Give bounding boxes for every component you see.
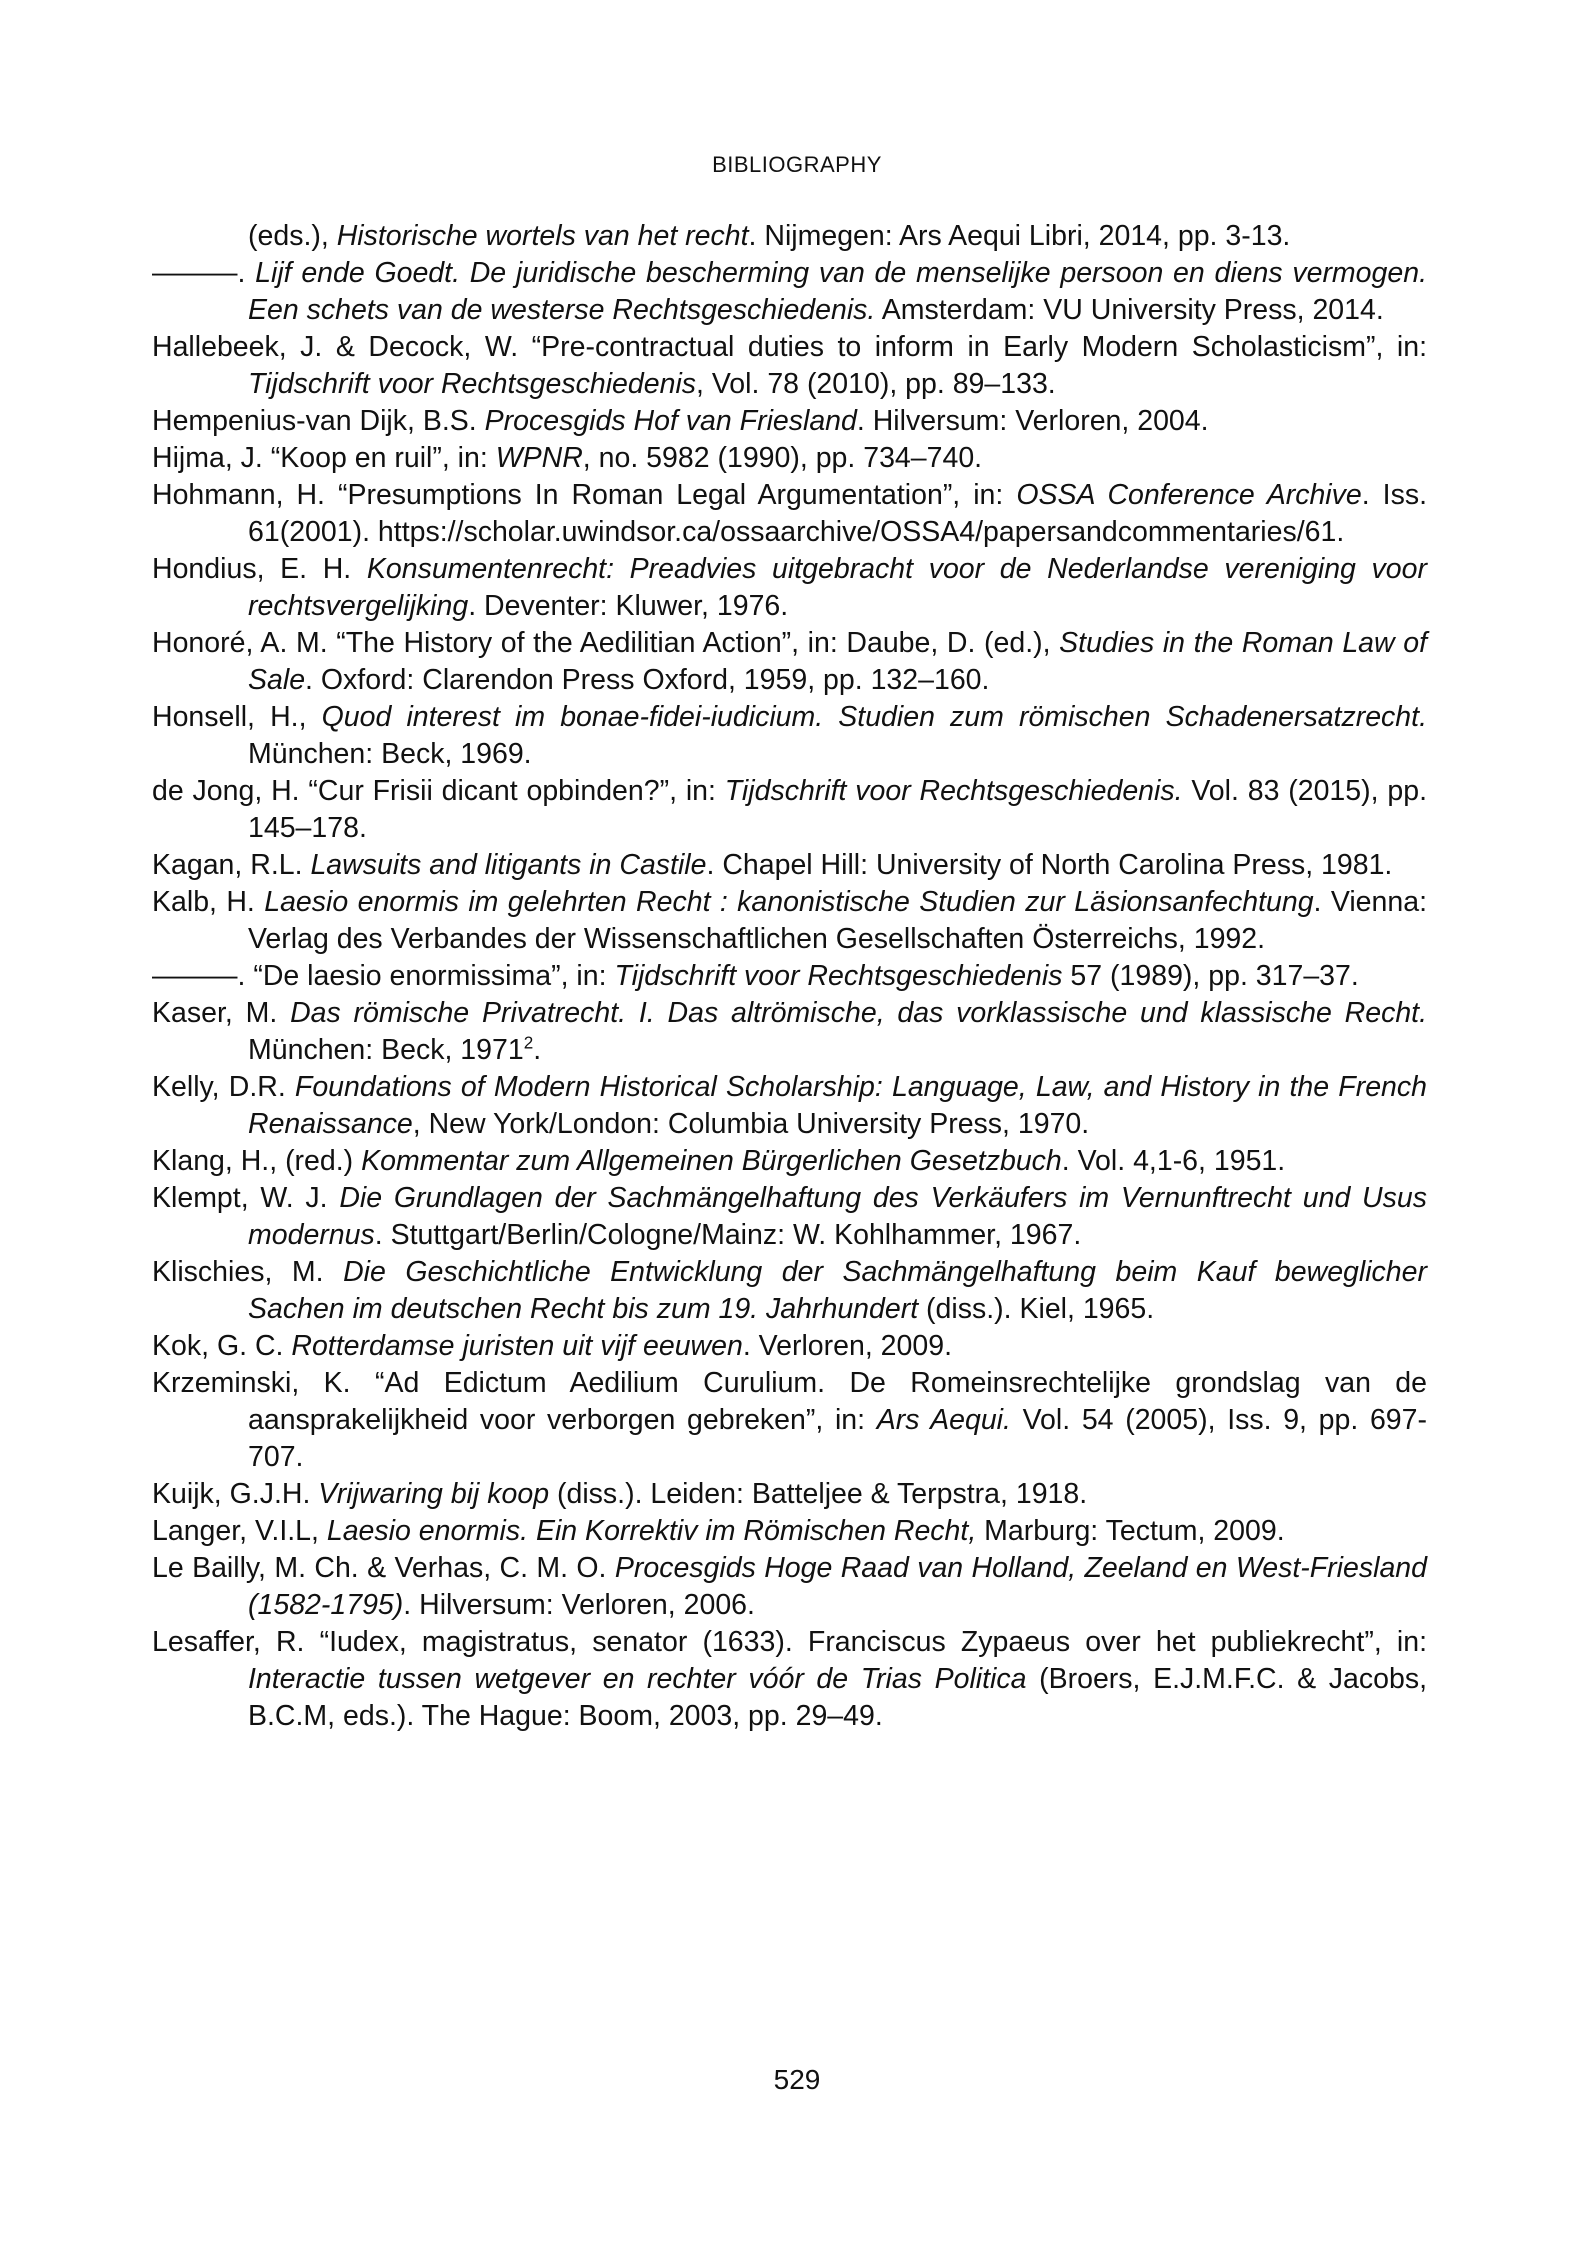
entry-text: Honsell, H., [152, 701, 322, 733]
bibliography-entry [152, 1180, 1427, 1254]
bibliography-entry [152, 1476, 1427, 1513]
entry-text: München: Beck, 1969. [248, 738, 532, 770]
entry-title: Die Geschichtliche Entwicklung der Sachmängelhaftung beim Kauf beweglicher Sachen im deutschen Recht bis zum 19. Jahrhundert [248, 1256, 1427, 1325]
bibliography-entry [152, 1513, 1427, 1550]
entry-title: Historische wortels van het recht [336, 220, 749, 252]
entry-text: Klang, H., (red.) [152, 1145, 362, 1177]
entry-title: Tijdschrift voor Rechtsgeschiedenis. [724, 775, 1183, 807]
entry-text: ———. [152, 257, 256, 289]
entry-text: München: Beck, 1971 [248, 1034, 524, 1066]
entry-text: Le Bailly, M. Ch. & Verhas, C. M. O. [152, 1552, 615, 1584]
entry-text: Amsterdam: VU University Press, 2014. [875, 294, 1384, 326]
entry-title: Quod interest im bonae-fidei-iudicium. Studien zum römischen Schadenersatzrecht. [321, 701, 1427, 733]
bibliography-entry [152, 884, 1427, 958]
entry-title: Konsumentenrecht: Preadvies uitgebracht voor de Nederlandse vereniging voor rechtsvergelijking [248, 553, 1427, 622]
bibliography-entry [152, 1550, 1427, 1624]
entry-title: Laesio enormis. Ein Korrektiv im Römischen Recht, [326, 1515, 977, 1547]
entry-text: Kok, G. C. [152, 1330, 292, 1362]
entry-title: WPNR [495, 442, 583, 474]
entry-text: ———. “De laesio enormissima”, in: [152, 960, 615, 992]
entry-text: . Chapel Hill: University of North Carolina Press, 1981. [706, 849, 1393, 881]
bibliography-entry [152, 625, 1427, 699]
entry-title: Das römische Privatrecht. I. Das altrömische, das vorklassische und klassische Recht. [290, 997, 1428, 1029]
entry-text: . Verloren, 2009. [742, 1330, 952, 1362]
entry-text: Hijma, J. “Koop en ruil”, in: [152, 442, 496, 474]
entry-title: Tijdschrift voor Rechtsgeschiedenis [248, 368, 697, 400]
page-number: 529 [773, 2064, 821, 2095]
entry-text: . Hilversum: Verloren, 2006. [403, 1589, 755, 1621]
entry-title: Die Grundlagen der Sachmängelhaftung des Verkäufers im Vernunftrecht und Usus modernus [248, 1182, 1427, 1251]
entry-title: Interactie tussen wetgever en rechter vóór de Trias Politica [248, 1663, 1027, 1695]
entry-text: Kalb, H. [152, 886, 265, 918]
entry-text: (diss.). Leiden: Batteljee & Terpstra, 1918. [549, 1478, 1088, 1510]
bibliography-entry [152, 958, 1427, 995]
bibliography-entry [152, 440, 1427, 477]
entry-title: Laesio enormis im gelehrten Recht : kanonistische Studien zur Läsionsanfechtung [264, 886, 1314, 918]
entry-text: Kuijk, G.J.H. [152, 1478, 319, 1510]
running-header: BIBLIOGRAPHY [712, 152, 882, 177]
entry-title: Foundations of Modern Historical Scholarship: Language, Law, and History in the French Renaissance [248, 1071, 1427, 1140]
bibliography-list [152, 218, 1427, 1735]
bibliography-entry [152, 1328, 1427, 1365]
bibliography-entry [152, 1624, 1427, 1735]
bibliography-entry [152, 995, 1427, 1069]
entry-text: Kaser, M. [152, 997, 291, 1029]
entry-text: Klempt, W. J. [152, 1182, 340, 1214]
bibliography-entry [152, 1143, 1427, 1180]
bibliography-entry [152, 1069, 1427, 1143]
entry-text: . Vienna: Verlag des Verbandes der Wissenschaftlichen Gesellschaften Österreichs, 1992. [248, 886, 1427, 955]
entry-text: . Vol. 4,1-6, 1951. [1061, 1145, 1286, 1177]
bibliography-entry [152, 218, 1427, 255]
entry-text: Hondius, E. H. [152, 553, 367, 585]
bibliography-entry [152, 329, 1427, 403]
entry-text: Hallebeek, J. & Decock, W. “Pre-contractual duties to inform in Early Modern Scholasticism”, in: [152, 331, 1427, 363]
entry-title: Kommentar zum Allgemeinen Bürgerlichen Gesetzbuch [361, 1145, 1062, 1177]
bibliography-entry [152, 477, 1427, 551]
entry-text: Kelly, D.R. [152, 1071, 295, 1103]
entry-text: . Hilversum: Verloren, 2004. [856, 405, 1209, 437]
entry-text: Hohmann, H. “Presumptions In Roman Legal Argumentation”, in: [152, 479, 1017, 511]
entry-text: . Deventer: Kluwer, 1976. [468, 590, 789, 622]
entry-title: Lawsuits and litigants in Castile [310, 849, 707, 881]
bibliography-entry [152, 773, 1427, 847]
entry-text: Hempenius-van Dijk, B.S. [152, 405, 485, 437]
entry-text: . Nijmegen: Ars Aequi Libri, 2014, pp. 3-13. [748, 220, 1291, 252]
entry-title: Procesgids Hoge Raad van Holland, Zeeland en West-Friesland (1582-1795) [248, 1552, 1427, 1621]
entry-text: Krzeminski, K. “Ad Edictum Aedilium Curulium. De Romeinsrechtelijke grondslag van de aansprakelijkheid voor verborgen gebreken”, in: [152, 1367, 1427, 1436]
bibliography-entry [152, 847, 1427, 884]
bibliography-entry [152, 403, 1427, 440]
bibliography-entry [152, 551, 1427, 625]
entry-text: . Stuttgart/Berlin/Cologne/Mainz: W. Kohlhammer, 1967. [374, 1219, 1082, 1251]
entry-title: Tijdschrift voor Rechtsgeschiedenis [614, 960, 1063, 992]
entry-title: Studies in the Roman Law of Sale [248, 627, 1427, 696]
entry-text: (diss.). Kiel, 1965. [918, 1293, 1155, 1325]
entry-text: Klischies, M. [152, 1256, 344, 1288]
entry-title: Lijf ende Goedt. De juridische bescherming van de menselijke persoon en diens vermogen. Een schets van de westerse Rechtsgeschiedenis. [248, 257, 1427, 326]
entry-title: Vrijwaring bij koop [318, 1478, 550, 1510]
entry-title: Procesgids Hof van Friesland [484, 405, 857, 437]
entry-text: 57 (1989), pp. 317–37. [1062, 960, 1359, 992]
entry-text: Honoré, A. M. “The History of the Aedilitian Action”, in: Daube, D. (ed.), [152, 627, 1060, 659]
entry-text: Lesaffer, R. “Iudex, magistratus, senator (1633). Franciscus Zypaeus over het publiekrecht”, in: [152, 1626, 1427, 1658]
entry-text: . Oxford: Clarendon Press Oxford, 1959, pp. 132–160. [305, 664, 990, 696]
entry-title: Rotterdamse juristen uit vijf eeuwen [291, 1330, 743, 1362]
edition-superscript: 2 [523, 1033, 534, 1053]
bibliography-entry [152, 699, 1427, 773]
entry-text: Marburg: Tectum, 2009. [976, 1515, 1285, 1547]
entry-text: Langer, V.I.L, [152, 1515, 327, 1547]
entry-text: de Jong, H. “Cur Frisii dicant opbinden?”, in: [152, 775, 725, 807]
entry-text: (eds.), [248, 220, 337, 252]
entry-text: (Broers, E.J.M.F.C. & Jacobs, B.C.M, eds.). The Hague: Boom, 2003, pp. 29–49. [248, 1663, 1427, 1732]
entry-text: , New York/London: Columbia University Press, 1970. [412, 1108, 1090, 1140]
bibliography-entry [152, 1365, 1427, 1476]
bibliography-entry [152, 255, 1427, 329]
entry-text: . [533, 1034, 542, 1066]
entry-text: , no. 5982 (1990), pp. 734–740. [582, 442, 983, 474]
entry-title: OSSA Conference Archive [1016, 479, 1362, 511]
entry-text: , Vol. 78 (2010), pp. 89–133. [696, 368, 1056, 400]
entry-text: Vol. 54 (2005), Iss. 9, pp. 697-707. [248, 1404, 1427, 1473]
entry-title: Ars Aequi. [876, 1404, 1011, 1436]
entry-text: Vol. 83 (2015), pp. 145–178. [248, 775, 1427, 844]
entry-text: . Iss. 61(2001). https://scholar.uwindsor.ca/ossaarchive/OSSA4/papersandcommentaries/61. [248, 479, 1427, 548]
entry-text: Kagan, R.L. [152, 849, 311, 881]
bibliography-entry [152, 1254, 1427, 1328]
